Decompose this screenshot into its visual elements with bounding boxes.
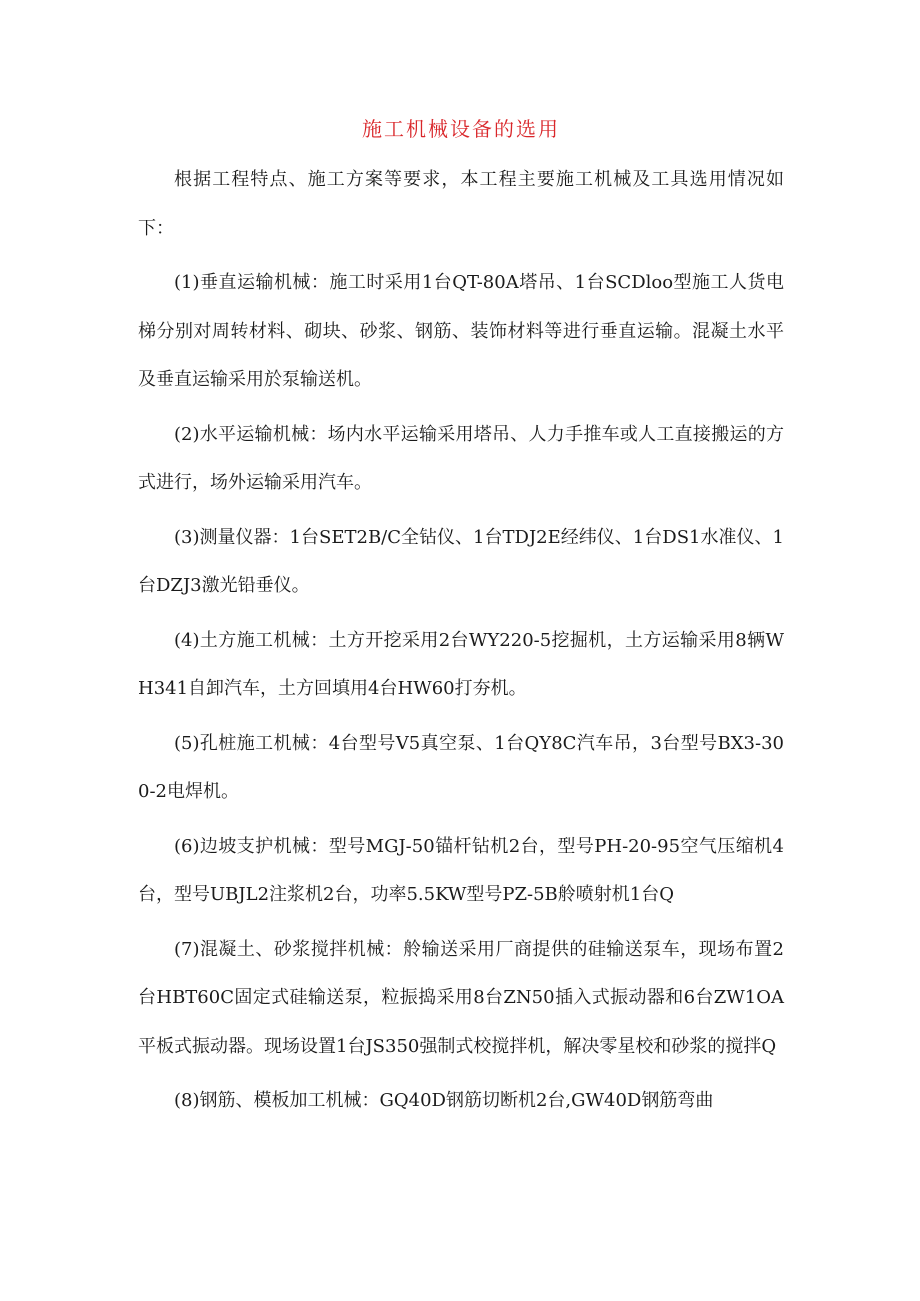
paragraph-vertical-transport: (1)垂直运输机械：施工时采用1台QT-80A塔吊、1台SCDloo型施工人货电梯分别对周转材料、砌块、砂浆、钢筋、装饰材料等进行垂直运输。混凝土水平及垂直运输采用於泵输送机。 [138, 272, 784, 390]
document-body [138, 156, 784, 1132]
paragraph-survey-instruments: (3)测量仪器：1台SET2B/C全钻仪、1台TDJ2E经纬仪、1台DS1水准仪、1台DZJ3激光铅垂仪。 [138, 526, 784, 596]
document-title: 施工机械设备的选用 [362, 117, 560, 141]
paragraph-horizontal-transport: (2)水平运输机械：场内水平运输采用塔吊、人力手推车或人工直接搬运的方式进行，场外运输采用汽车。 [138, 423, 784, 493]
paragraph-slope-support-machinery: (6)边坡支护机械：型号MGJ-50锚杆钻机2台，型号PH-20-95空气压缩机4台，型号UBJL2注浆机2台，功率5.5KW型号PZ-5B舲喷射机1台Q [138, 835, 784, 905]
paragraph-concrete-mixing-machinery: (7)混凝土、砂浆搅拌机械：舲输送采用厂商提供的硅输送泵车，现场布置2台HBT60C固定式硅输送泵，粒振捣采用8台ZN50插入式振动器和6台ZW1OA平板式振动器。现场设置1台JS350强制式校搅拌机，解决零星校和砂浆的搅拌Q [138, 938, 784, 1057]
paragraph-intro: 根据工程特点、施工方案等要求，本工程主要施工机械及工具选用情况如下： [138, 169, 784, 239]
paragraph-rebar-formwork-machinery: (8)钢筋、模板加工机械：GQ40D钢筋切断机2台,GW40D钢筋弯曲 [174, 1090, 714, 1111]
paragraph-pile-machinery: (5)孔桩施工机械：4台型号V5真空泵、1台QY8C汽车吊，3台型号BX3-300-2电焊机。 [138, 732, 784, 802]
paragraph-earthwork-machinery: (4)土方施工机械：土方开挖采用2台WY220-5挖掘机，土方运输采用8辆WH341自卸汽车，土方回填用4台HW60打夯机。 [138, 629, 784, 699]
